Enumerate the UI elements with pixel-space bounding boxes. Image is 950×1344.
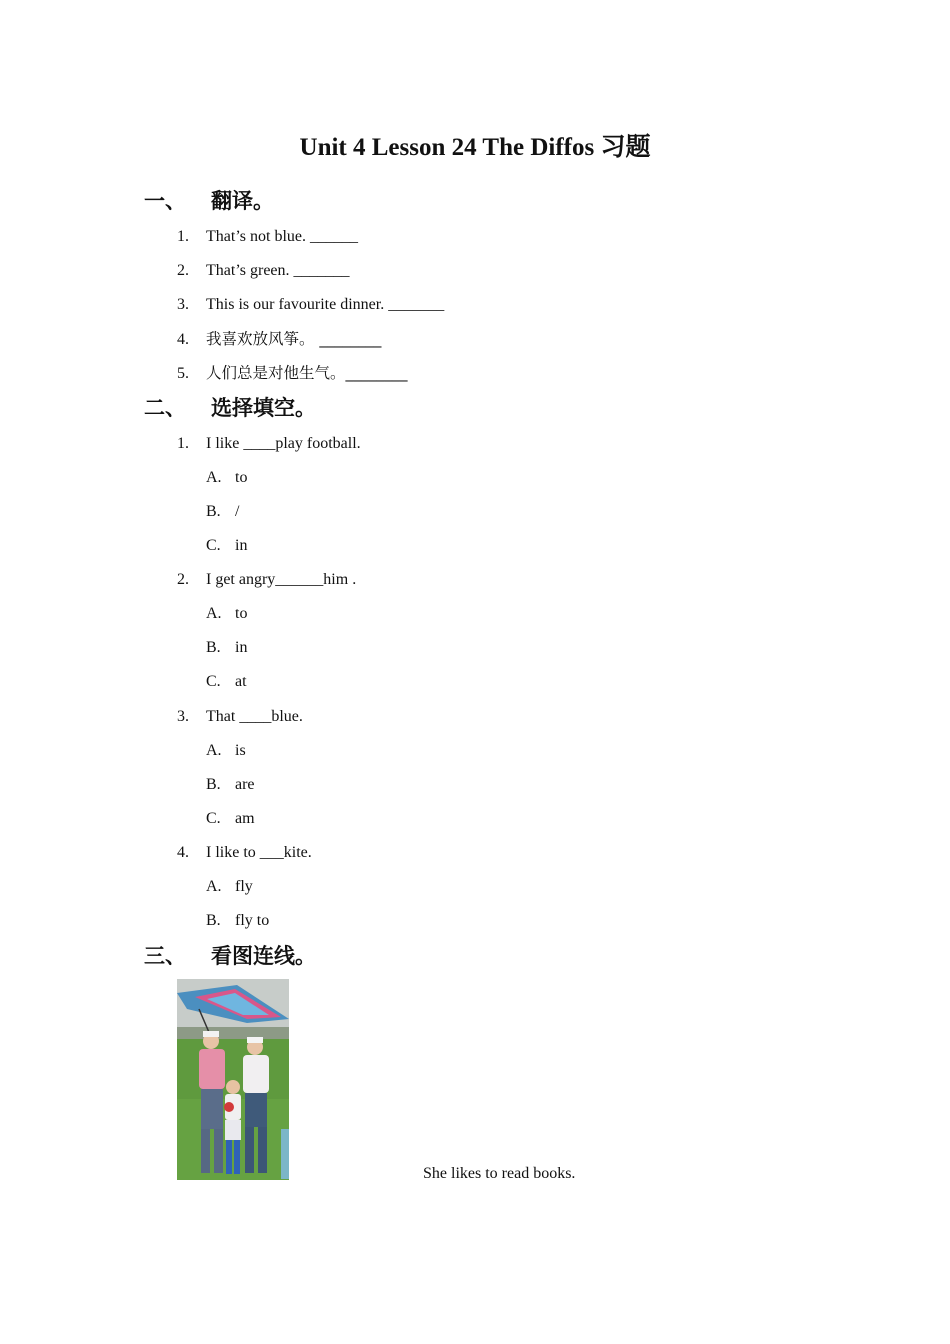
option-letter: A. [206, 605, 222, 622]
question-number: 2. [177, 571, 189, 588]
option-text: am [235, 810, 255, 827]
option-2-2-b [206, 637, 247, 659]
match-caption: She likes to read books. [423, 1165, 576, 1182]
option-letter: A. [206, 469, 222, 486]
option-text: in [235, 537, 248, 554]
question-1-3 [177, 294, 444, 316]
section-heading-2 [144, 394, 316, 422]
option-2-1-b [206, 501, 239, 523]
question-number: 1. [177, 435, 189, 452]
question-2-2 [177, 569, 356, 591]
option-text: to [235, 605, 248, 622]
section-title: 选择填空。 [211, 396, 316, 420]
question-number: 4. [177, 844, 189, 861]
option-2-1-a [206, 467, 247, 489]
option-letter: B. [206, 776, 221, 793]
option-text: to [235, 469, 248, 486]
option-letter: B. [206, 912, 221, 929]
section-title: 翻译。 [211, 189, 274, 213]
question-text: That’s green. _______ [206, 262, 350, 279]
option-2-4-a [206, 876, 253, 898]
option-letter: C. [206, 810, 221, 827]
question-number: 4. [177, 331, 189, 348]
option-text: / [235, 503, 240, 520]
question-text: I like ____play football. [206, 435, 361, 452]
question-1-4 [177, 328, 381, 351]
option-letter: C. [206, 537, 221, 554]
option-2-2-c [206, 671, 247, 693]
option-2-3-a [206, 740, 246, 762]
option-letter: B. [206, 639, 221, 656]
option-2-3-c [206, 808, 255, 830]
question-number: 3. [177, 708, 189, 725]
option-text: fly [235, 878, 253, 895]
section-heading-3 [144, 942, 316, 970]
question-2-3 [177, 706, 303, 728]
question-number: 5. [177, 365, 189, 382]
option-2-3-b [206, 774, 255, 796]
section-number: 一、 [144, 189, 186, 213]
question-text: This is our favourite dinner. _______ [206, 296, 445, 313]
section-number: 三、 [144, 944, 186, 968]
question-text: 我喜欢放风筝。 ________ [206, 330, 382, 348]
option-letter: A. [206, 742, 222, 759]
question-text: 人们总是对他生气。________ [206, 364, 408, 382]
page-title: Unit 4 Lesson 24 The Diffos 习题 [299, 134, 651, 161]
question-number: 2. [177, 262, 189, 279]
question-1-1 [177, 226, 358, 248]
question-text: That’s not blue. ______ [206, 228, 358, 245]
question-number: 1. [177, 228, 189, 245]
option-2-1-c [206, 535, 247, 557]
option-text: are [235, 776, 255, 793]
question-number: 3. [177, 296, 189, 313]
option-text: fly to [235, 912, 270, 929]
option-text: at [235, 673, 247, 690]
question-2-4 [177, 842, 312, 864]
option-2-4-b [206, 910, 269, 932]
question-text: I get angry______him . [206, 571, 357, 588]
section-title: 看图连线。 [211, 944, 316, 968]
question-2-1 [177, 433, 361, 455]
option-text: is [235, 742, 246, 759]
question-1-5 [177, 362, 408, 385]
section-number: 二、 [144, 396, 186, 420]
option-text: in [235, 639, 248, 656]
option-2-2-a [206, 603, 247, 625]
option-letter: C. [206, 673, 221, 690]
option-letter: B. [206, 503, 221, 520]
option-letter: A. [206, 878, 222, 895]
question-1-2 [177, 260, 350, 282]
family-kite-photo [177, 979, 289, 1180]
question-text: That ____blue. [206, 708, 303, 725]
question-text: I like to ___kite. [206, 844, 312, 861]
section-heading-1 [144, 187, 274, 215]
